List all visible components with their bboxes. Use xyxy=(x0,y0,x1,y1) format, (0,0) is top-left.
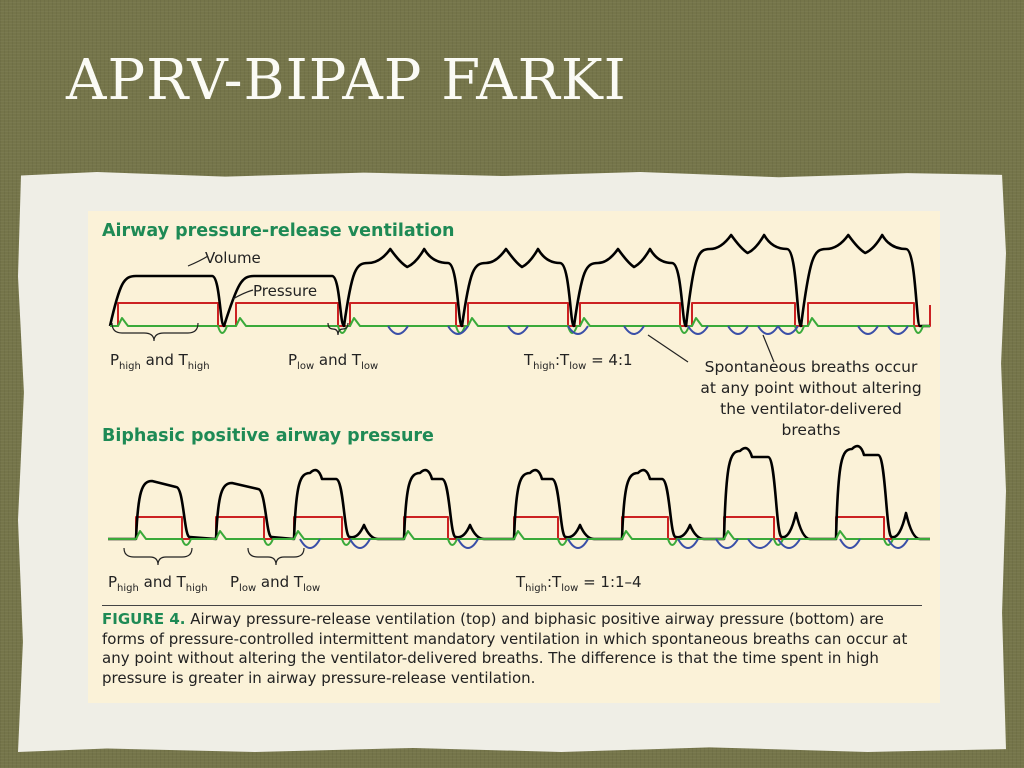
bipap-plow-tlow-label: $P_{low}$ and $T_{low}$ xyxy=(230,573,321,594)
note-line: breaths xyxy=(781,421,841,439)
bipap-pressure-trace xyxy=(108,517,930,539)
spontaneous-breaths-note xyxy=(686,357,936,441)
note-line: at any point without altering xyxy=(700,379,922,397)
slide-title: APRV-BIPAP FARKI xyxy=(66,48,627,113)
pressure-label: Pressure xyxy=(253,282,318,300)
volume-label: Volume xyxy=(205,249,261,267)
aprv-pressure-trace xyxy=(110,303,930,326)
aprv-plow-tlow-label: $P_{low}$ and $T_{low}$ xyxy=(288,351,379,372)
caption-text: Airway pressure-release ventilation (top) and biphasic positive airway pressure (bottom) are forms of pressure-controlled intermittent mandatory ventilation in which spontaneous breaths can occur at any point without altering the ventilator-delivered breaths. The difference is that the time spent in high pressure is greater in airway pressure-release ventilation. xyxy=(102,610,908,687)
aprv-flow-negative-trace xyxy=(388,326,908,334)
aprv-title: Airway pressure-release ventilation xyxy=(102,221,455,241)
bipap-low-brace xyxy=(248,548,304,565)
note-line: Spontaneous breaths occur xyxy=(704,358,918,376)
bipap-flow-negative-trace xyxy=(300,539,908,548)
spontaneous-pointer-1 xyxy=(648,335,688,362)
aprv-ratio-label: $T_{high}:T_{low}$ = 4:1 xyxy=(524,351,633,372)
bipap-ratio-label: $T_{high}:T_{low}$ = 1:1–4 xyxy=(516,573,642,594)
caption-divider xyxy=(102,605,922,606)
figure-panel xyxy=(88,211,940,703)
caption-label: FIGURE 4. xyxy=(102,610,186,628)
bipap-title: Biphasic positive airway pressure xyxy=(102,426,434,446)
bipap-waveforms xyxy=(108,446,930,548)
bipap-volume-trace xyxy=(108,446,930,539)
note-line: the ventilator-delivered xyxy=(720,400,902,418)
bipap-high-brace xyxy=(124,548,192,565)
bipap-phigh-thigh-label: $P_{high}$ and $T_{high}$ xyxy=(108,573,208,594)
bipap-flow-positive-trace xyxy=(108,531,930,545)
figure-caption xyxy=(102,610,924,688)
aprv-phigh-thigh-label: $P_{high}$ and $T_{high}$ xyxy=(110,351,210,372)
